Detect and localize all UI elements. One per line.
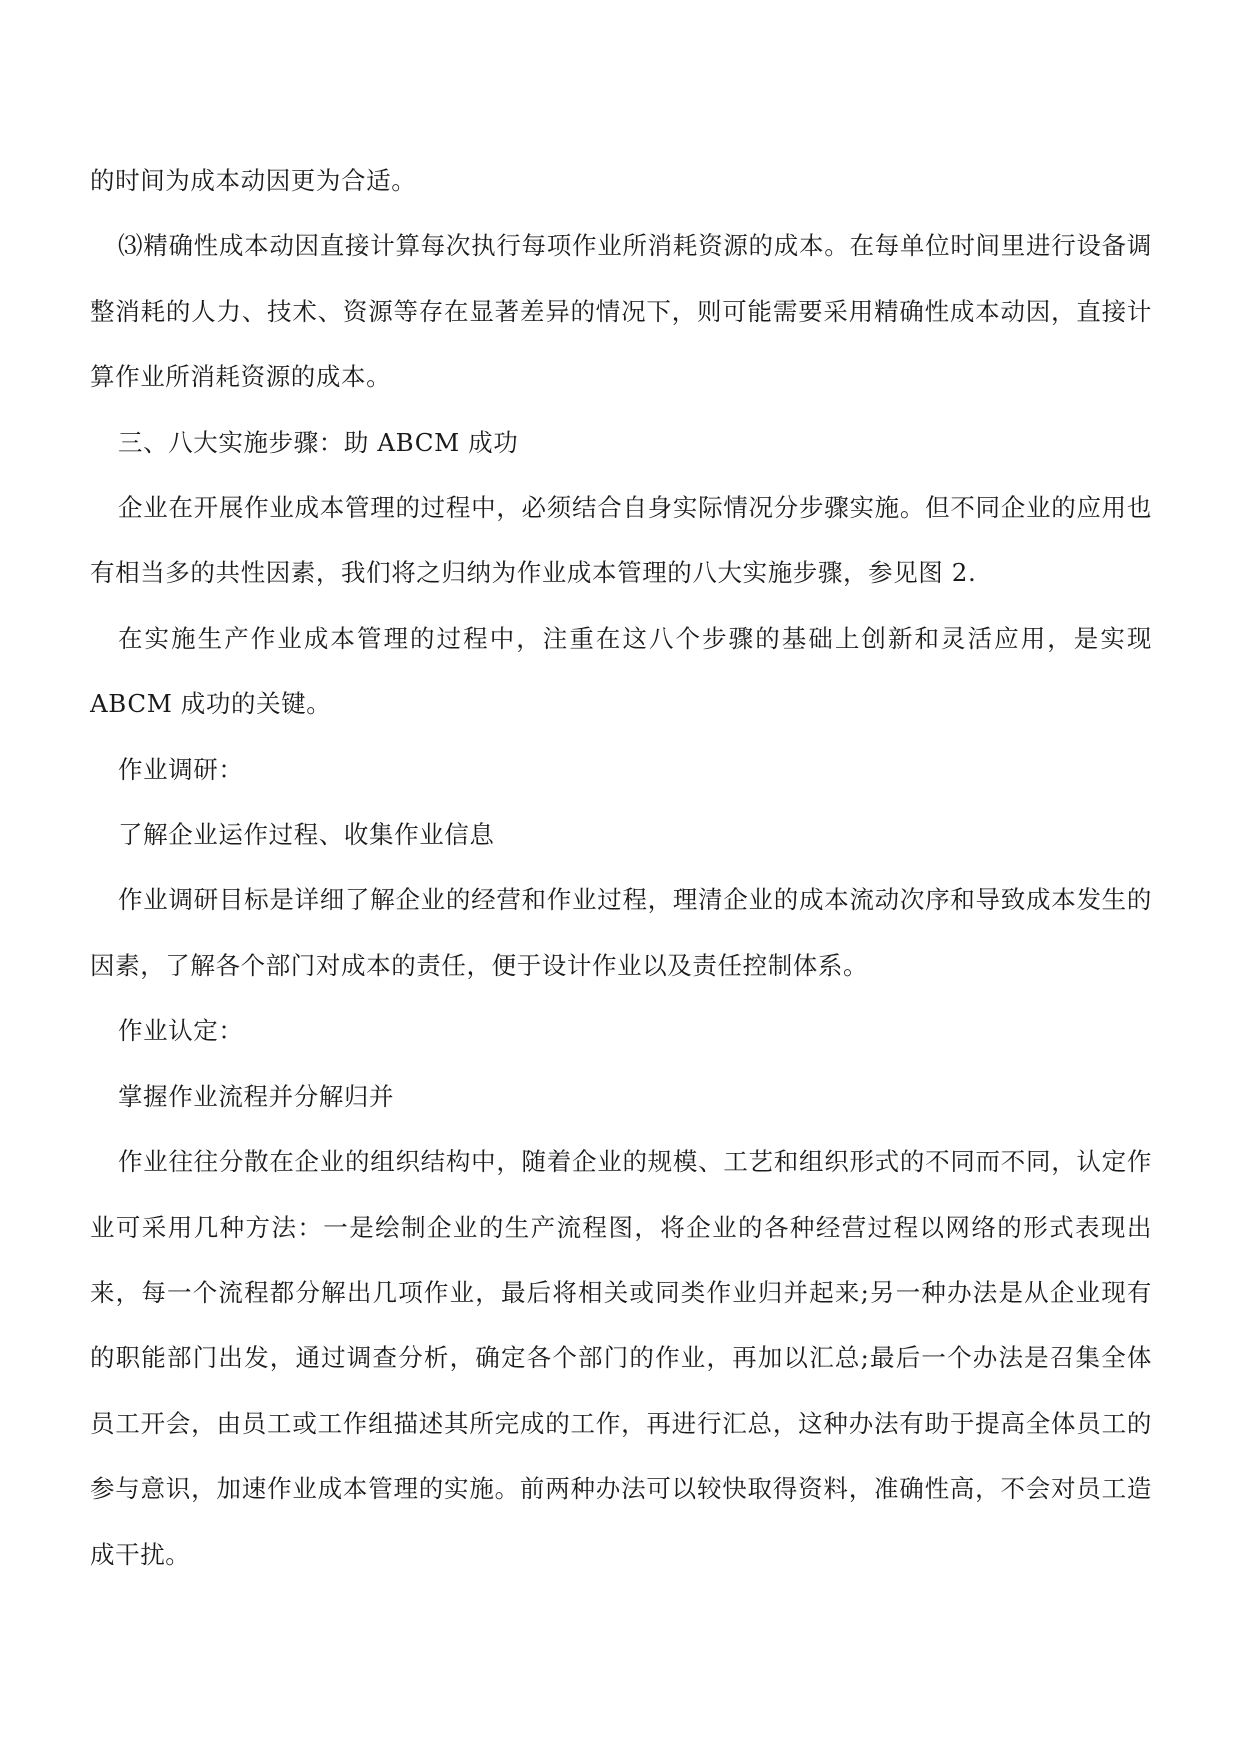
body-text: [90, 148, 1152, 1587]
subheading-activity-identification: 作业认定：: [118, 1016, 244, 1046]
paragraph-activity-identification: 作业往往分散在企业的组织结构中，随着企业的规模、工艺和组织形式的不同而不同，认定作业可采用几种方法：一是绘制企业的生产流程图，将企业的各种经营过程以网络的形式表现出来，每一个流程都分解出几项作业，最后将相关或同类作业归并起来;另一种办法是从企业现有的职能部门出发，通过调查分析，确定各个部门的作业，再加以汇总;最后一个办法是召集全体员工开会，由员工或工作组描述其所完成的工作，再进行汇总，这种办法有助于提高全体员工的参与意识，加速作业成本管理的实施。前两种办法可以较快取得资料，准确性高，不会对员工造成干扰。: [90, 1147, 1152, 1569]
paragraph-key-to-success: 在实施生产作业成本管理的过程中，注重在这八个步骤的基础上创新和灵活应用，是实现 ABCM 成功的关键。: [90, 623, 1152, 719]
paragraph-implementation-steps: 企业在开展作业成本管理的过程中，必须结合自身实际情况分步骤实施。但不同企业的应用也有相当多的共性因素，我们将之归纳为作业成本管理的八大实施步骤，参见图 2.: [90, 493, 1152, 588]
subtitle-activity-research: 了解企业运作过程、收集作业信息: [118, 820, 495, 850]
subtitle-activity-identification: 掌握作业流程并分解归并: [118, 1081, 395, 1111]
section-heading-eight-steps: 三、八大实施步骤：助 ABCM 成功: [118, 427, 519, 457]
paragraph-activity-research: 作业调研目标是详细了解企业的经营和作业过程，理清企业的成本流动次序和导致成本发生的因素，了解各个部门对成本的责任，便于设计作业以及责任控制体系。: [90, 885, 1152, 980]
paragraph-continuation: 的时间为成本动因更为合适。: [90, 166, 417, 195]
subheading-activity-research: 作业调研：: [118, 754, 244, 784]
paragraph-precise-cost-driver: ⑶精确性成本动因直接计算每次执行每项作业所消耗资源的成本。在每单位时间里进行设备调整消耗的人力、技术、资源等存在显著差异的情况下，则可能需要采用精确性成本动因，直接计算作业所消耗资源的成本。: [90, 231, 1152, 392]
